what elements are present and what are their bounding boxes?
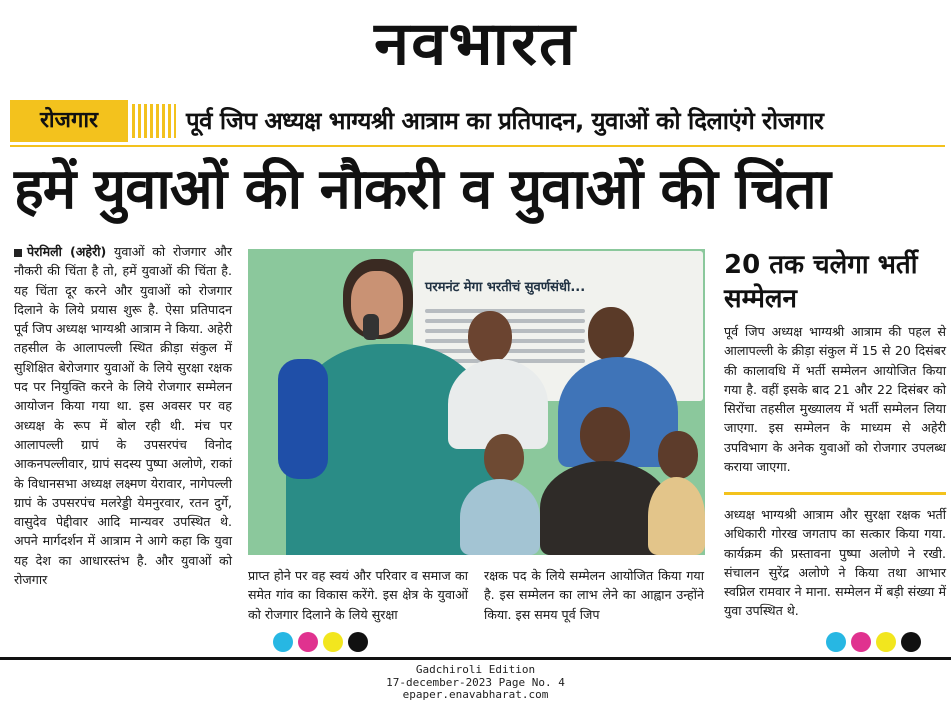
kicker-stripes (132, 104, 176, 138)
man-3-head (580, 407, 630, 463)
headline: हमें युवाओं की नौकरी व युवाओं की चिंता (14, 157, 831, 222)
dateline: पेरमिली (अहेरी) (27, 244, 107, 259)
footer-site-link[interactable]: epaper.enavabharat.com (402, 688, 549, 701)
footer-rule (0, 657, 951, 660)
footer-date-page: 17-december-2023 Page No. 4 (386, 675, 565, 689)
yellow-dot-icon (323, 632, 343, 652)
column-1-text: युवाओं को रोजगार और नौकरी की चिंता है तो, हमें युवाओं की चिंता है. यह चिंता दूर करने और युवाओं को रोजगार दिलाने के लिये प्रयास शुरू है. ऐसा प्रतिपादन पूर्व जिप अध्यक्ष भाग्यश्री आत्राम ने किया. अहेरी तहसील के आलापल्ली स्थित क्रीड़ा संकुल में सुशिक्षित बेरोजगार युवाओं के लिये सुरक्षा रक्षक पद पर नियुक्ति करने के लिये रोजगार सम्मेलन आयोजन किया गया था. इस अवसर पर वह अध्यक्ष के रूप में बोल रही थी. मंच पर आलापल्ली ग्रापं के उपसरपंच विनोद आकनपल्लीवार, ग्रापं सदस्य पुष्पा अलोणे, राकां के विधानसभा अध्यक्ष लक्ष्मण येरावार, नागेपल्ली ग्रापं के उपसरपंच मलरेड्डी येमनुरवार, रतन दुर्गे, वासुदेव पेद्दीवार आदि मान्यवर उपस्थित थे. अपने मार्गदर्शन में आत्राम ने आगे कहा कि युवा यह देश का आधारस्तंभ है. और युवाओं को रोजगार (14, 244, 232, 588)
article-column-1 (14, 242, 232, 589)
black-dot-icon (348, 632, 368, 652)
man-5-shirt (648, 477, 705, 555)
section-kicker: रोजगार (10, 100, 128, 142)
magenta-dot-icon (298, 632, 318, 652)
sidebar-rule (724, 492, 946, 495)
speaker-sleeve (278, 359, 328, 479)
magenta-dot-icon (851, 632, 871, 652)
sidebar-paragraph-2: अध्यक्ष भाग्यश्री आत्राम और सुरक्षा रक्षक भर्ती अधिकारी गोरख जगताप का सत्कार किया गया. कार्यक्रम की प्रस्तावना पुष्पा अलोणे ने रखी. संचालन सुरेंद्र अलोणे ने किया तथा आभार स्वप्निल रामवार ने माना. सम्मेलन में बड़ी संख्या में युवा उपस्थित थे. (724, 507, 946, 619)
cyan-dot-icon (273, 632, 293, 652)
man-2-head (588, 307, 634, 361)
kicker-rule (10, 145, 945, 147)
man-4-shirt (460, 479, 540, 555)
photo-banner-text: परमनंट मेगा भरतीचं सुवर्णसंधी... (425, 280, 586, 295)
sidebar-heading: 20 तक चलेगा भर्ती सम्मेलन (724, 250, 918, 314)
masthead (0, 0, 951, 88)
bullet-icon (14, 249, 22, 257)
footer-edition: Gadchiroli Edition (415, 663, 536, 676)
yellow-dot-icon (876, 632, 896, 652)
cyan-dot-icon (826, 632, 846, 652)
man-5-head (658, 431, 698, 479)
article-column-mid-1: प्राप्त होने पर वह स्वयं और परिवार व समाज का समेत गांव का विकास करेंगे. इस क्षेत्र के युवाओं को रोजगार दिलाने के लिये सुरक्षा (248, 568, 468, 622)
sidebar-paragraph-1: पूर्व जिप अध्यक्ष भाग्यश्री आत्राम की पहल से आलापल्ली के क्रीड़ा संकुल में 15 से 20 दिसंबर की कालावधि में भर्ती सम्मेलन आयोजित किया गया है. वहीं इसके बाद 21 और 22 दिसंबर को सिरोंचा तहसील मुख्यालय में भर्ती सम्मेलन लिया जाएगा. इस सम्मेलन के माध्यम से अहेरी उपविभाग के अनेक युवाओं को रोजगार उपलब्ध कराया जाएगा. (724, 324, 946, 475)
subheadline: पूर्व जिप अध्यक्ष भाग्यश्री आत्राम का प्रतिपादन, युवाओं को दिलाएंगे रोजगार (186, 107, 824, 135)
black-dot-icon (901, 632, 921, 652)
article-column-mid-2: रक्षक पद के लिये सम्मेलन आयोजित किया गया है. इस सम्मेलन का लाभ लेने का आह्वान उन्होंने किया. इस समय पूर्व जिप (484, 568, 704, 622)
registration-marks-left (273, 632, 368, 652)
footer (0, 664, 951, 702)
registration-marks-right (826, 632, 921, 652)
man-1-head (468, 311, 512, 363)
microphone-icon (363, 314, 379, 340)
masthead-title: नवभारत (374, 9, 577, 79)
news-photo (248, 249, 705, 555)
kicker-row (10, 100, 945, 142)
man-4-head (484, 434, 524, 482)
